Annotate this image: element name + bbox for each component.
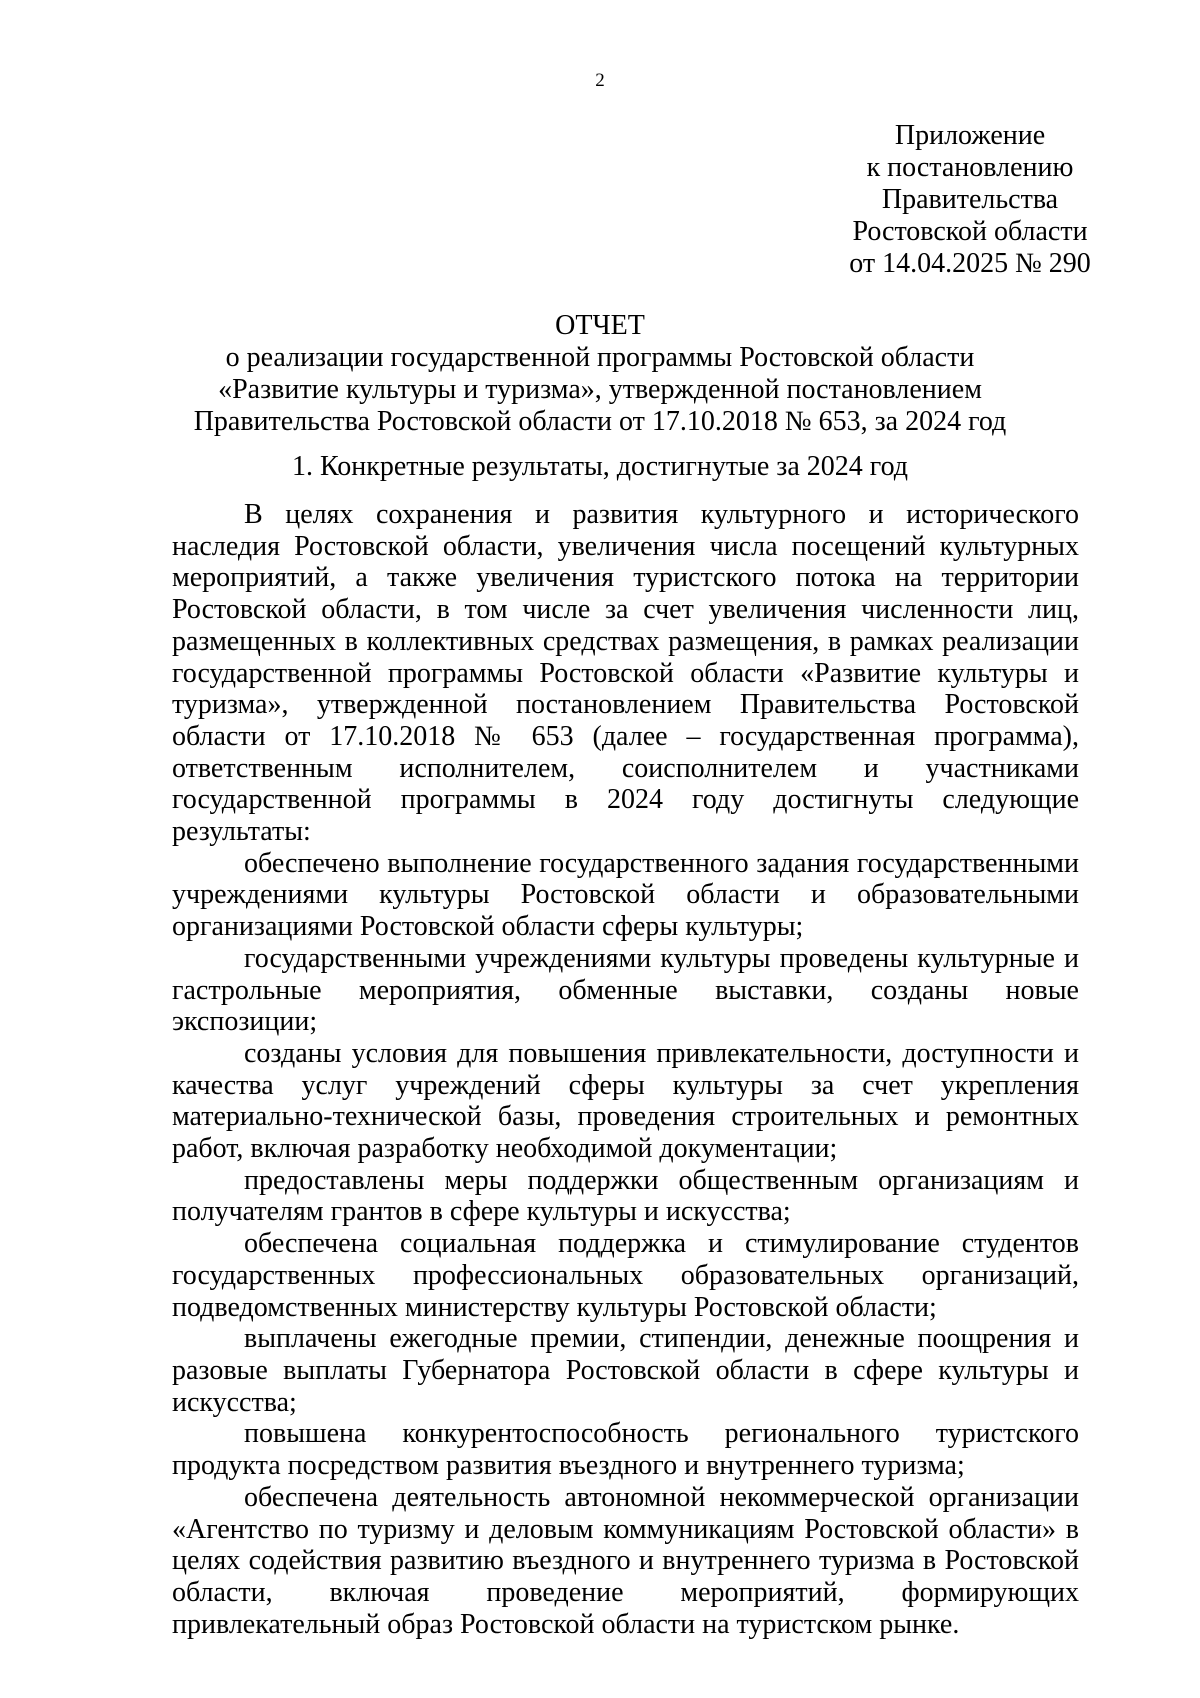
report-title-block: [160, 310, 1040, 438]
appendix-line: Приложение: [894, 120, 1046, 151]
section-heading: 1. Конкретные результаты, достигнутые за 2024 год: [291, 451, 909, 482]
appendix-block: [830, 120, 1110, 280]
paragraph: обеспечена социальная поддержка и стимулирование студентов государственных профессиональных образовательных организаций, подведомственных министерству культуры Ростовской области;: [172, 1228, 1079, 1323]
appendix-line: Ростовской области: [852, 216, 1088, 247]
report-subtitle-line: Правительства Ростовской области от 17.10.2018 № 653, за 2024 год: [193, 406, 1007, 437]
appendix-line: Правительства: [881, 184, 1059, 215]
paragraph: повышена конкурентоспособность регионального туристского продукта посредством развития въездного и внутреннего туризма;: [172, 1418, 1079, 1482]
paragraph: В целях сохранения и развития культурного и исторического наследия Ростовской области, увеличения числа посещений культурных мероприятий, а также увеличения туристского потока на территории Ростовской области, в том числе за счет увеличения численности лиц, размещенных в коллективных средствах размещения, в рамках реализации государственной программы Ростовской области «Развитие культуры и туризма», утвержденной постановлением Правительства Ростовской области от 17.10.2018 № 653 (далее – государственная программа), ответственным исполнителем, соисполнителем и участниками государственной программы в 2024 году достигнуты следующие результаты:: [172, 499, 1079, 848]
paragraph: выплачены ежегодные премии, стипендии, денежные поощрения и разовые выплаты Губернатора Ростовской области в сфере культуры и искусства;: [172, 1323, 1079, 1418]
body-text: [172, 499, 1079, 1640]
appendix-line: от 14.04.2025 № 290: [849, 248, 1091, 279]
paragraph: обеспечена деятельность автономной некоммерческой организации «Агентство по туризму и деловым коммуникациям Ростовской области» в целях содействия развитию въездного и внутреннего туризма в Ростовской области, включая проведение мероприятий, формирующих привлекательный образ Ростовской области на туристском рынке.: [172, 1481, 1079, 1640]
paragraph: предоставлены меры поддержки общественным организациям и получателям грантов в сфере культуры и искусства;: [172, 1164, 1079, 1228]
paragraph: обеспечено выполнение государственного задания государственными учреждениями культуры Ростовской области и образовательными организациями Ростовской области сферы культуры;: [172, 847, 1079, 943]
report-title: ОТЧЕТ: [555, 310, 645, 341]
paragraph: созданы условия для повышения привлекательности, доступности и качества услуг учреждений сферы культуры за счет укрепления материально-технической базы, проведения строительных и ремонтных работ, включая разработку необходимой документации;: [172, 1037, 1079, 1165]
paragraph: государственными учреждениями культуры проведены культурные и гастрольные мероприятия, обменные выставки, созданы новые экспозиции;: [172, 942, 1079, 1038]
report-subtitle-line: о реализации государственной программы Ростовской области: [225, 342, 975, 373]
report-subtitle-line: «Развитие культуры и туризма», утвержденной постановлением: [218, 374, 982, 405]
appendix-line: к постановлению: [866, 152, 1074, 183]
page-number: 2: [595, 70, 605, 91]
